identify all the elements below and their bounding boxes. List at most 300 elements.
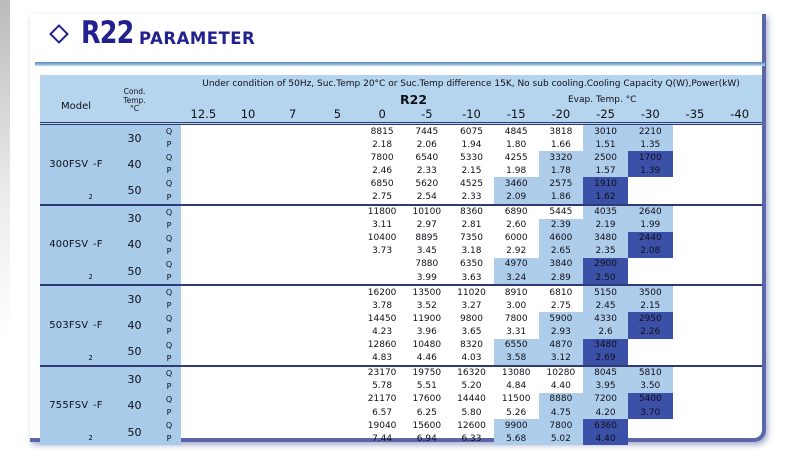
power-value-cell: 2.08 bbox=[628, 245, 673, 258]
capacity-value-cell bbox=[315, 125, 360, 138]
capacity-value-cell bbox=[226, 232, 271, 245]
power-value-cell bbox=[270, 299, 315, 312]
capacity-value-cell: 4255 bbox=[504, 152, 528, 163]
capacity-value-cell: 7800 bbox=[504, 313, 528, 324]
capacity-value-cell bbox=[315, 151, 360, 164]
power-value-cell bbox=[270, 190, 315, 203]
capacity-value-cell: 8895 bbox=[415, 233, 439, 244]
capacity-value-cell bbox=[226, 393, 271, 406]
power-value-cell: 5.80 bbox=[461, 407, 482, 418]
power-value-cell bbox=[673, 325, 718, 338]
power-value-cell: 2.09 bbox=[494, 190, 539, 203]
capacity-value-cell bbox=[270, 393, 315, 406]
power-value-cell: 2.75 bbox=[372, 192, 393, 203]
power-value-cell bbox=[270, 271, 315, 284]
power-value-cell: 6.25 bbox=[416, 407, 437, 418]
power-value-cell bbox=[315, 432, 360, 445]
refrigerant-label: R22 bbox=[400, 92, 428, 107]
capacity-value-cell: 19040 bbox=[367, 420, 397, 431]
capacity-value-cell: 2440 bbox=[628, 232, 673, 245]
capacity-value-cell: 5445 bbox=[549, 207, 573, 218]
capacity-value-cell bbox=[673, 206, 718, 219]
power-value-cell bbox=[628, 271, 673, 284]
q-row-label: Q bbox=[157, 206, 181, 219]
power-value-cell bbox=[270, 406, 315, 419]
power-value-cell: 6.33 bbox=[461, 433, 482, 444]
model-name-part: -F bbox=[92, 400, 103, 412]
power-value-cell bbox=[628, 190, 673, 203]
capacity-value-cell bbox=[181, 232, 226, 245]
power-value-cell bbox=[181, 325, 226, 338]
evap-temp-header-value: -25 bbox=[596, 107, 615, 121]
power-value-cell bbox=[717, 406, 762, 419]
q-row-label: Q bbox=[157, 367, 181, 380]
capacity-value-cell bbox=[226, 419, 271, 432]
p-row-label: P bbox=[157, 164, 181, 177]
power-value-cell: 3.31 bbox=[506, 326, 527, 337]
capacity-value-cell: 7200 bbox=[583, 393, 628, 406]
capacity-value-cell: 6550 bbox=[494, 339, 539, 352]
power-value-cell bbox=[226, 406, 271, 419]
capacity-value-cell bbox=[717, 393, 762, 406]
capacity-value-cell bbox=[181, 339, 226, 352]
capacity-value-cell bbox=[673, 312, 718, 325]
page-title-refrigerant: R22 bbox=[81, 15, 134, 51]
capacity-value-cell: 19750 bbox=[412, 368, 442, 379]
power-value-cell bbox=[673, 245, 718, 258]
capacity-value-cell bbox=[181, 286, 226, 299]
q-row-label: Q bbox=[157, 151, 181, 164]
cond-temp-column-header bbox=[112, 88, 157, 114]
cond-temp-value: 50 bbox=[112, 177, 157, 203]
capacity-value-cell: 10480 bbox=[412, 340, 442, 351]
capacity-value-cell bbox=[226, 206, 271, 219]
q-row-label: Q bbox=[157, 312, 181, 325]
model-name-part: 400FSV bbox=[49, 239, 89, 251]
power-value-cell: 1.98 bbox=[506, 165, 527, 176]
power-value-cell bbox=[226, 352, 271, 365]
capacity-value-cell bbox=[315, 258, 360, 271]
capacity-value-cell: 14440 bbox=[457, 394, 486, 405]
capacity-value-cell bbox=[673, 258, 718, 271]
capacity-value-cell: 12600 bbox=[457, 420, 486, 431]
capacity-value-cell bbox=[270, 177, 315, 190]
capacity-value-cell: 8880 bbox=[539, 393, 584, 406]
capacity-value-cell: 6890 bbox=[504, 207, 528, 218]
power-value-cell bbox=[226, 271, 271, 284]
power-value-cell: 3.27 bbox=[461, 300, 482, 311]
model-name-part: 2 bbox=[88, 434, 93, 443]
power-value-cell: 1.80 bbox=[506, 139, 527, 150]
power-value-cell: 4.46 bbox=[416, 353, 437, 364]
power-value-cell bbox=[181, 271, 226, 284]
power-value-cell: 2.50 bbox=[583, 271, 628, 284]
capacity-value-cell bbox=[315, 286, 360, 299]
capacity-value-cell: 6850 bbox=[370, 178, 394, 189]
capacity-value-cell bbox=[315, 206, 360, 219]
power-value-cell: 3.63 bbox=[461, 272, 482, 283]
capacity-value-cell: 2950 bbox=[628, 312, 673, 325]
capacity-value-cell: 10280 bbox=[546, 368, 576, 379]
capacity-value-cell: 8815 bbox=[370, 126, 394, 137]
capacity-value-cell bbox=[270, 151, 315, 164]
power-value-cell bbox=[270, 325, 315, 338]
capacity-value-cell bbox=[181, 419, 226, 432]
power-value-cell: 4.20 bbox=[583, 406, 628, 419]
power-value-cell bbox=[181, 138, 226, 151]
power-value-cell: 3.45 bbox=[416, 246, 437, 257]
cond-temp-value: 30 bbox=[112, 286, 157, 312]
cond-temp-value: 40 bbox=[112, 151, 157, 177]
power-value-cell bbox=[315, 138, 360, 151]
evap-temp-header-value: 5 bbox=[333, 107, 342, 121]
power-value-cell: 3.58 bbox=[494, 352, 539, 365]
power-value-cell: 3.00 bbox=[506, 300, 527, 311]
power-value-cell bbox=[226, 299, 271, 312]
power-value-cell: 3.11 bbox=[372, 220, 393, 231]
p-row-label: P bbox=[157, 352, 181, 365]
capacity-value-cell: 2575 bbox=[539, 177, 584, 190]
capacity-value-cell bbox=[181, 393, 226, 406]
power-value-cell bbox=[315, 352, 360, 365]
capacity-value-cell bbox=[226, 367, 271, 380]
capacity-value-cell: 6810 bbox=[549, 287, 573, 298]
cond-temp-value: 40 bbox=[112, 312, 157, 338]
evap-temp-header-value: 7 bbox=[289, 107, 297, 121]
power-value-cell: 2.92 bbox=[506, 246, 527, 257]
parameter-table bbox=[40, 75, 762, 445]
capacity-value-cell bbox=[270, 312, 315, 325]
capacity-value-cell bbox=[717, 125, 762, 138]
power-value-cell bbox=[717, 325, 762, 338]
capacity-value-cell bbox=[673, 286, 718, 299]
power-value-cell bbox=[717, 271, 762, 284]
power-value-cell: 1.62 bbox=[583, 190, 628, 203]
evap-temp-header-value: -10 bbox=[462, 107, 481, 121]
power-value-cell bbox=[673, 380, 718, 393]
test-condition-note: Under condition of 50Hz, Suc.Temp 20°C or Suc.Temp difference 15K, No sub cooling.Cooling Capacity Q(W),Power(kW) bbox=[202, 79, 740, 89]
page-header bbox=[52, 15, 256, 51]
power-value-cell: 2.46 bbox=[372, 165, 393, 176]
power-value-cell: 2.81 bbox=[461, 220, 482, 231]
power-value-cell bbox=[673, 219, 718, 232]
capacity-value-cell bbox=[717, 151, 762, 164]
page-title-parameter: PARAMETER bbox=[139, 28, 256, 48]
power-value-cell bbox=[181, 380, 226, 393]
p-row-label: P bbox=[157, 138, 181, 151]
capacity-value-cell: 4845 bbox=[504, 126, 528, 137]
power-value-cell: 1.39 bbox=[628, 164, 673, 177]
power-value-cell bbox=[717, 380, 762, 393]
evap-temp-header-value: 0 bbox=[378, 107, 386, 121]
model-name-part: 755FSV bbox=[49, 400, 89, 412]
cond-temp-value: 30 bbox=[112, 367, 157, 393]
power-value-cell: 2.19 bbox=[583, 219, 628, 232]
capacity-value-cell: 3480 bbox=[583, 232, 628, 245]
evap-temp-header-value: 10 bbox=[240, 107, 256, 121]
model-name-part: 503FSV bbox=[49, 319, 89, 331]
power-value-cell: 2.60 bbox=[506, 220, 527, 231]
evap-temp-header-value: -35 bbox=[685, 107, 705, 121]
power-value-cell: 2.39 bbox=[539, 219, 584, 232]
capacity-value-cell bbox=[181, 258, 226, 271]
capacity-value-cell bbox=[270, 125, 315, 138]
p-row-label: P bbox=[157, 299, 181, 312]
power-value-cell bbox=[270, 432, 315, 445]
power-value-cell bbox=[270, 245, 315, 258]
capacity-value-cell: 4330 bbox=[583, 312, 628, 325]
power-value-cell bbox=[628, 352, 673, 365]
power-value-cell bbox=[181, 190, 226, 203]
p-row-label: P bbox=[157, 190, 181, 203]
q-row-label: Q bbox=[157, 286, 181, 299]
q-row-label: Q bbox=[157, 177, 181, 190]
power-value-cell bbox=[226, 190, 271, 203]
capacity-value-cell: 11800 bbox=[367, 207, 397, 218]
power-value-cell bbox=[181, 432, 226, 445]
capacity-value-cell bbox=[270, 206, 315, 219]
capacity-value-cell: 4870 bbox=[539, 339, 584, 352]
power-value-cell: 3.70 bbox=[628, 406, 673, 419]
power-value-cell: 3.65 bbox=[461, 326, 482, 337]
power-value-cell: 1.94 bbox=[461, 139, 482, 150]
capacity-value-cell bbox=[315, 177, 360, 190]
power-value-cell bbox=[673, 352, 718, 365]
power-value-cell: 2.26 bbox=[628, 325, 673, 338]
power-value-cell bbox=[360, 271, 405, 284]
power-value-cell bbox=[673, 406, 718, 419]
power-value-cell: 3.99 bbox=[416, 272, 437, 283]
cond-temp-value: 40 bbox=[112, 393, 157, 419]
model-block bbox=[40, 206, 762, 287]
capacity-value-cell: 7445 bbox=[415, 126, 439, 137]
capacity-value-cell: 6540 bbox=[415, 152, 439, 163]
power-value-cell: 6.57 bbox=[372, 407, 393, 418]
capacity-value-cell bbox=[673, 232, 718, 245]
capacity-value-cell bbox=[226, 312, 271, 325]
p-row-label: P bbox=[157, 380, 181, 393]
power-value-cell bbox=[315, 271, 360, 284]
capacity-value-cell: 1910 bbox=[583, 177, 628, 190]
power-value-cell: 2.54 bbox=[416, 192, 437, 203]
power-value-cell bbox=[270, 138, 315, 151]
p-row-label: P bbox=[157, 325, 181, 338]
cond-temp-value: 30 bbox=[112, 206, 157, 232]
p-row-label: P bbox=[157, 406, 181, 419]
power-value-cell bbox=[315, 380, 360, 393]
capacity-value-cell: 10100 bbox=[412, 207, 442, 218]
capacity-value-cell bbox=[270, 339, 315, 352]
evap-temp-header-row bbox=[181, 107, 762, 121]
power-value-cell: 3.96 bbox=[416, 326, 437, 337]
power-value-cell bbox=[226, 245, 271, 258]
capacity-value-cell: 6360 bbox=[583, 419, 628, 432]
power-value-cell bbox=[270, 164, 315, 177]
capacity-value-cell: 4525 bbox=[460, 178, 483, 189]
model-block bbox=[40, 286, 762, 367]
power-value-cell bbox=[315, 190, 360, 203]
table-header bbox=[40, 75, 762, 125]
capacity-value-cell: 7800 bbox=[539, 419, 584, 432]
capacity-value-cell: 4035 bbox=[583, 206, 628, 219]
power-value-cell: 3.24 bbox=[494, 271, 539, 284]
capacity-value-cell: 9900 bbox=[494, 419, 539, 432]
q-row-label: Q bbox=[157, 125, 181, 138]
model-name-part: 2 bbox=[88, 192, 93, 201]
capacity-value-cell: 3840 bbox=[539, 258, 584, 271]
p-row-label: P bbox=[157, 271, 181, 284]
capacity-value-cell: 5150 bbox=[583, 286, 628, 299]
power-value-cell: 7.44 bbox=[372, 433, 393, 444]
capacity-value-cell: 5900 bbox=[539, 312, 584, 325]
power-value-cell: 1.78 bbox=[539, 164, 584, 177]
power-value-cell bbox=[717, 138, 762, 151]
capacity-value-cell: 3320 bbox=[539, 151, 584, 164]
power-value-cell bbox=[717, 164, 762, 177]
model-name-part: -F bbox=[92, 158, 103, 170]
q-row-label: Q bbox=[157, 393, 181, 406]
capacity-value-cell: 5810 bbox=[628, 367, 673, 380]
capacity-value-cell: 2210 bbox=[628, 125, 673, 138]
power-value-cell bbox=[181, 164, 226, 177]
model-column-header: Model bbox=[60, 101, 92, 112]
evap-temp-header-value: -40 bbox=[730, 107, 750, 121]
power-value-cell: 1.35 bbox=[628, 138, 673, 151]
power-value-cell bbox=[315, 164, 360, 177]
capacity-value-cell: 3500 bbox=[628, 286, 673, 299]
capacity-value-cell: 2500 bbox=[583, 151, 628, 164]
capacity-value-cell bbox=[226, 286, 271, 299]
capacity-value-cell bbox=[628, 177, 673, 190]
power-value-cell bbox=[226, 138, 271, 151]
power-value-cell: 5.02 bbox=[539, 432, 584, 445]
power-value-cell: 3.78 bbox=[372, 300, 393, 311]
power-value-cell: 5.20 bbox=[461, 381, 482, 392]
power-value-cell bbox=[717, 352, 762, 365]
capacity-value-cell bbox=[270, 258, 315, 271]
capacity-value-cell: 16320 bbox=[457, 368, 486, 379]
capacity-value-cell: 10400 bbox=[367, 233, 397, 244]
capacity-value-cell: 12860 bbox=[367, 340, 397, 351]
capacity-value-cell bbox=[717, 177, 762, 190]
power-value-cell bbox=[673, 299, 718, 312]
capacity-value-cell bbox=[270, 286, 315, 299]
power-value-cell bbox=[181, 406, 226, 419]
power-value-cell bbox=[181, 219, 226, 232]
power-value-cell: 3.18 bbox=[461, 246, 482, 257]
power-value-cell: 1.51 bbox=[583, 138, 628, 151]
capacity-value-cell: 13080 bbox=[501, 368, 531, 379]
capacity-value-cell bbox=[181, 312, 226, 325]
power-value-cell bbox=[628, 432, 673, 445]
capacity-value-cell: 17600 bbox=[412, 394, 442, 405]
model-name-part: 300FSV bbox=[49, 158, 89, 170]
capacity-value-cell: 23170 bbox=[367, 368, 397, 379]
power-value-cell: 2.06 bbox=[416, 139, 437, 150]
capacity-value-cell bbox=[717, 419, 762, 432]
capacity-value-cell bbox=[226, 125, 271, 138]
power-value-cell: 3.73 bbox=[372, 246, 393, 257]
power-value-cell bbox=[226, 325, 271, 338]
q-row-label: Q bbox=[157, 258, 181, 271]
capacity-value-cell bbox=[226, 151, 271, 164]
model-name bbox=[40, 125, 112, 204]
power-value-cell: 2.15 bbox=[628, 299, 673, 312]
power-value-cell: 2.69 bbox=[583, 352, 628, 365]
power-value-cell: 2.35 bbox=[583, 245, 628, 258]
capacity-value-cell bbox=[673, 419, 718, 432]
capacity-value-cell: 21170 bbox=[367, 394, 397, 405]
capacity-value-cell bbox=[717, 206, 762, 219]
capacity-value-cell bbox=[673, 151, 718, 164]
power-value-cell: 2.75 bbox=[550, 300, 571, 311]
power-value-cell bbox=[673, 138, 718, 151]
power-value-cell bbox=[717, 432, 762, 445]
q-row-label: Q bbox=[157, 232, 181, 245]
capacity-value-cell bbox=[226, 339, 271, 352]
capacity-value-cell: 4600 bbox=[539, 232, 584, 245]
power-value-cell bbox=[226, 380, 271, 393]
power-value-cell: 6.94 bbox=[416, 433, 437, 444]
power-value-cell: 2.45 bbox=[583, 299, 628, 312]
power-value-cell bbox=[315, 219, 360, 232]
capacity-value-cell bbox=[315, 419, 360, 432]
model-block bbox=[40, 125, 762, 206]
capacity-value-cell bbox=[270, 419, 315, 432]
power-value-cell bbox=[181, 352, 226, 365]
capacity-value-cell: 11500 bbox=[501, 394, 531, 405]
capacity-value-cell: 3818 bbox=[549, 126, 573, 137]
power-value-cell bbox=[717, 219, 762, 232]
capacity-value-cell bbox=[717, 258, 762, 271]
power-value-cell bbox=[673, 164, 718, 177]
model-name bbox=[40, 206, 112, 285]
power-value-cell: 4.23 bbox=[372, 326, 393, 337]
power-value-cell bbox=[315, 325, 360, 338]
power-value-cell bbox=[315, 299, 360, 312]
capacity-value-cell: 14450 bbox=[367, 313, 397, 324]
power-value-cell: 3.50 bbox=[628, 380, 673, 393]
evap-temp-header-value: -30 bbox=[640, 107, 660, 121]
capacity-value-cell: 2640 bbox=[628, 206, 673, 219]
cond-temp-value: 50 bbox=[112, 258, 157, 284]
power-value-cell: 5.51 bbox=[416, 381, 437, 392]
cond-temp-value: 40 bbox=[112, 232, 157, 258]
power-value-cell bbox=[673, 190, 718, 203]
capacity-value-cell bbox=[181, 151, 226, 164]
evap-temp-header-value: -15 bbox=[506, 107, 526, 121]
capacity-value-cell: 6350 bbox=[460, 259, 483, 270]
cond-header-line: Cond. bbox=[123, 87, 146, 96]
power-value-cell: 1.57 bbox=[583, 164, 628, 177]
capacity-value-cell bbox=[181, 177, 226, 190]
power-value-cell: 4.40 bbox=[550, 381, 571, 392]
power-value-cell: 2.15 bbox=[461, 165, 482, 176]
power-value-cell bbox=[226, 432, 271, 445]
power-value-cell: 2.33 bbox=[416, 165, 437, 176]
capacity-value-cell bbox=[628, 419, 673, 432]
capacity-value-cell bbox=[360, 258, 405, 271]
capacity-value-cell: 11900 bbox=[412, 313, 442, 324]
capacity-value-cell bbox=[181, 367, 226, 380]
capacity-value-cell bbox=[270, 367, 315, 380]
capacity-value-cell: 11020 bbox=[457, 287, 486, 298]
capacity-value-cell: 9800 bbox=[460, 313, 483, 324]
capacity-value-cell bbox=[673, 339, 718, 352]
table-body bbox=[40, 125, 762, 445]
q-row-label: Q bbox=[157, 419, 181, 432]
capacity-value-cell: 8360 bbox=[460, 207, 483, 218]
